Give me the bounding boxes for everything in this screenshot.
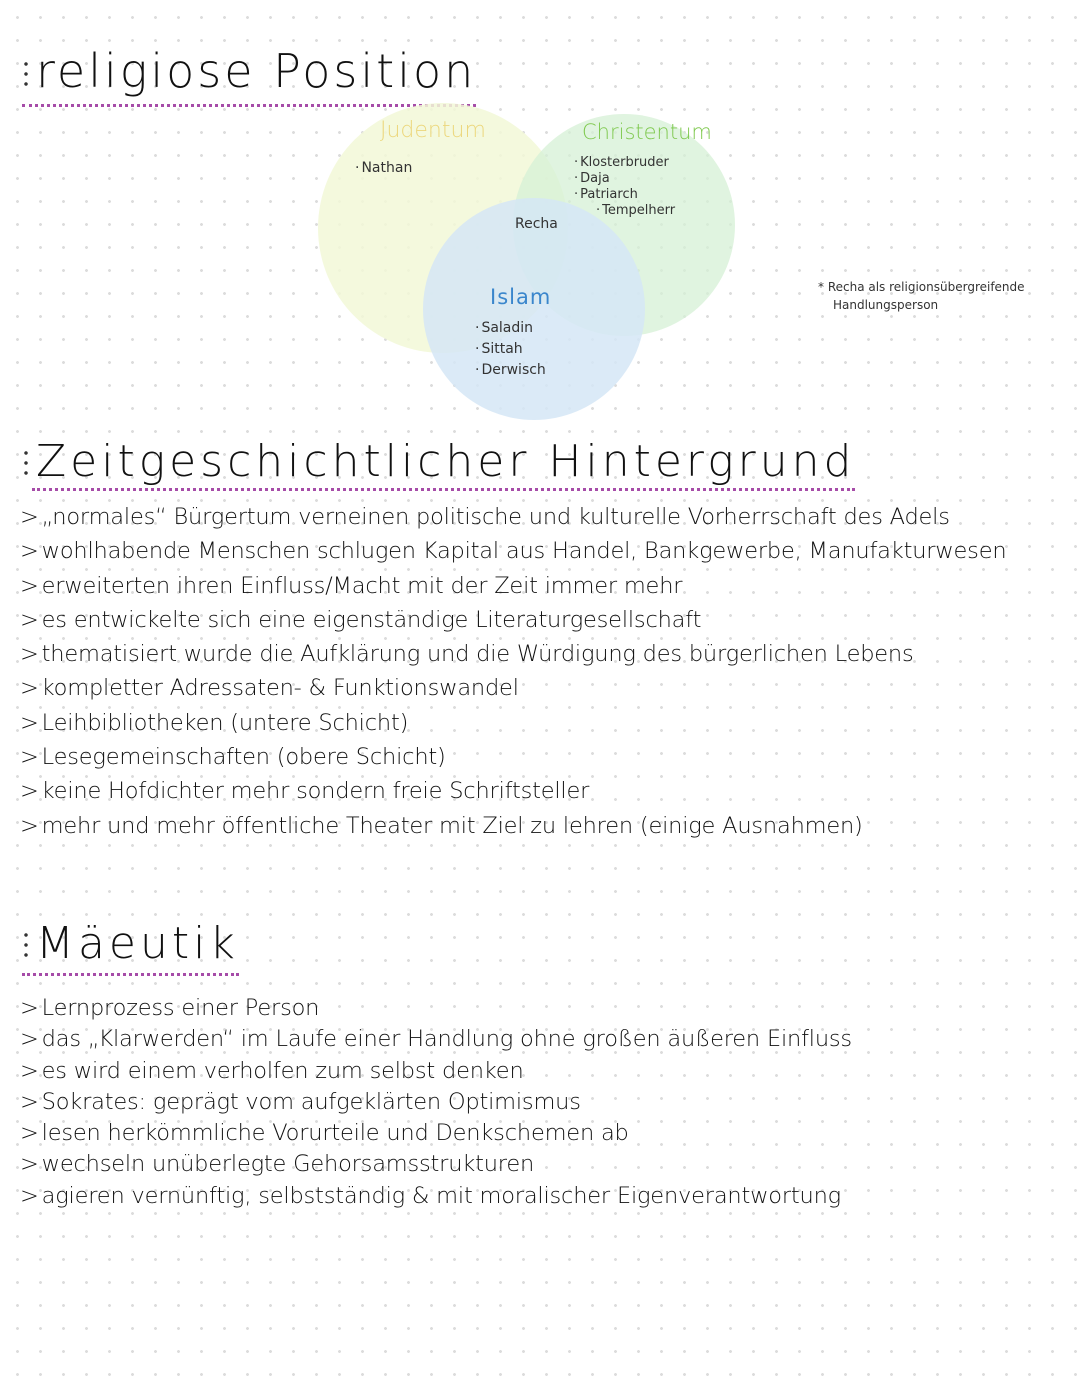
- section-title-zeitgeschichte: [22, 436, 855, 491]
- list-item: · Daja: [574, 171, 675, 187]
- side-note-line: Handlungsperson: [833, 298, 939, 312]
- list-item: > Sokrates: geprägt vom aufgeklärten Optimismus: [20, 1087, 852, 1118]
- heading-colon-mark: [22, 930, 30, 958]
- heading-colon-mark: [22, 59, 30, 87]
- list-item: · Tempelherr: [596, 203, 675, 219]
- list-item: > „normales“ Bürgertum verneinen politische und kulturelle Vorherrschaft des Adels: [20, 500, 1006, 534]
- list-item: > mehr und mehr öffentliche Theater mit Ziel zu lehren (einige Ausnahmen): [20, 809, 1006, 843]
- section-title-maeutik-text: Mäeutik: [36, 918, 239, 969]
- list-item: > es wird einem verholfen zum selbst denken: [20, 1056, 852, 1087]
- list-item: > thematisiert wurde die Aufklärung und die Würdigung des bürgerlichen Lebens: [20, 637, 1006, 671]
- section-title-zeitgeschichte-text: Zeitgeschichtlicher Hintergrund: [36, 436, 856, 487]
- venn-members-islam: [475, 318, 546, 381]
- heading-colon-mark: [22, 448, 30, 476]
- list-item: · Nathan: [355, 160, 412, 176]
- list-item: > Leihbibliotheken (untere Schicht): [20, 706, 1006, 740]
- heading-underline: [32, 486, 855, 491]
- list-item: > agieren vernünftig, selbstständig & mit moralischer Eigenverantwortung: [20, 1181, 852, 1212]
- list-item: > keine Hofdichter mehr sondern freie Schriftsteller: [20, 774, 1006, 808]
- section-title-religion-text: religiose Position: [36, 44, 477, 98]
- list-item: · Saladin: [475, 318, 546, 339]
- list-item: · Derwisch: [475, 360, 546, 381]
- venn-members-christentum: [574, 155, 675, 219]
- list-item: · Klosterbruder: [574, 155, 675, 171]
- list-item: > erweiterten ihren Einfluss/Macht mit der Zeit immer mehr: [20, 569, 1006, 603]
- list-item: > wechseln unüberlegte Gehorsamsstrukturen: [20, 1149, 852, 1180]
- venn-center-label: Recha: [515, 216, 558, 232]
- venn-members-judentum: [355, 160, 412, 176]
- list-item: > das „Klarwerden“ im Laufe einer Handlung ohne großen äußeren Einfluss: [20, 1024, 852, 1055]
- list-item: > Lernprozess einer Person: [20, 993, 852, 1024]
- venn-label-christentum: Christentum: [582, 120, 712, 144]
- venn-label-islam: Islam: [490, 285, 552, 309]
- side-note: [818, 278, 1025, 314]
- venn-label-judentum: Judentum: [380, 118, 486, 143]
- list-item: > lesen herkömmliche Vorurteile und Denkschemen ab: [20, 1118, 852, 1149]
- section-title-maeutik: [22, 918, 239, 976]
- side-note-line: * Recha als religionsübergreifende: [818, 280, 1025, 294]
- list-item: > kompletter Adressaten- & Funktionswandel: [20, 671, 1006, 705]
- zeitgeschichte-list: [20, 500, 1006, 843]
- list-item: > wohlhabende Menschen schlugen Kapital aus Handel, Bankgewerbe, Manufakturwesen: [20, 534, 1006, 568]
- maeutik-list: [20, 993, 852, 1212]
- list-item: · Patriarch: [574, 187, 675, 203]
- list-item: · Sittah: [475, 339, 546, 360]
- section-title-religion: [22, 44, 476, 107]
- list-item: > Lesegemeinschaften (obere Schicht): [20, 740, 1006, 774]
- list-item: > es entwickelte sich eine eigenständige Literaturgesellschaft: [20, 603, 1006, 637]
